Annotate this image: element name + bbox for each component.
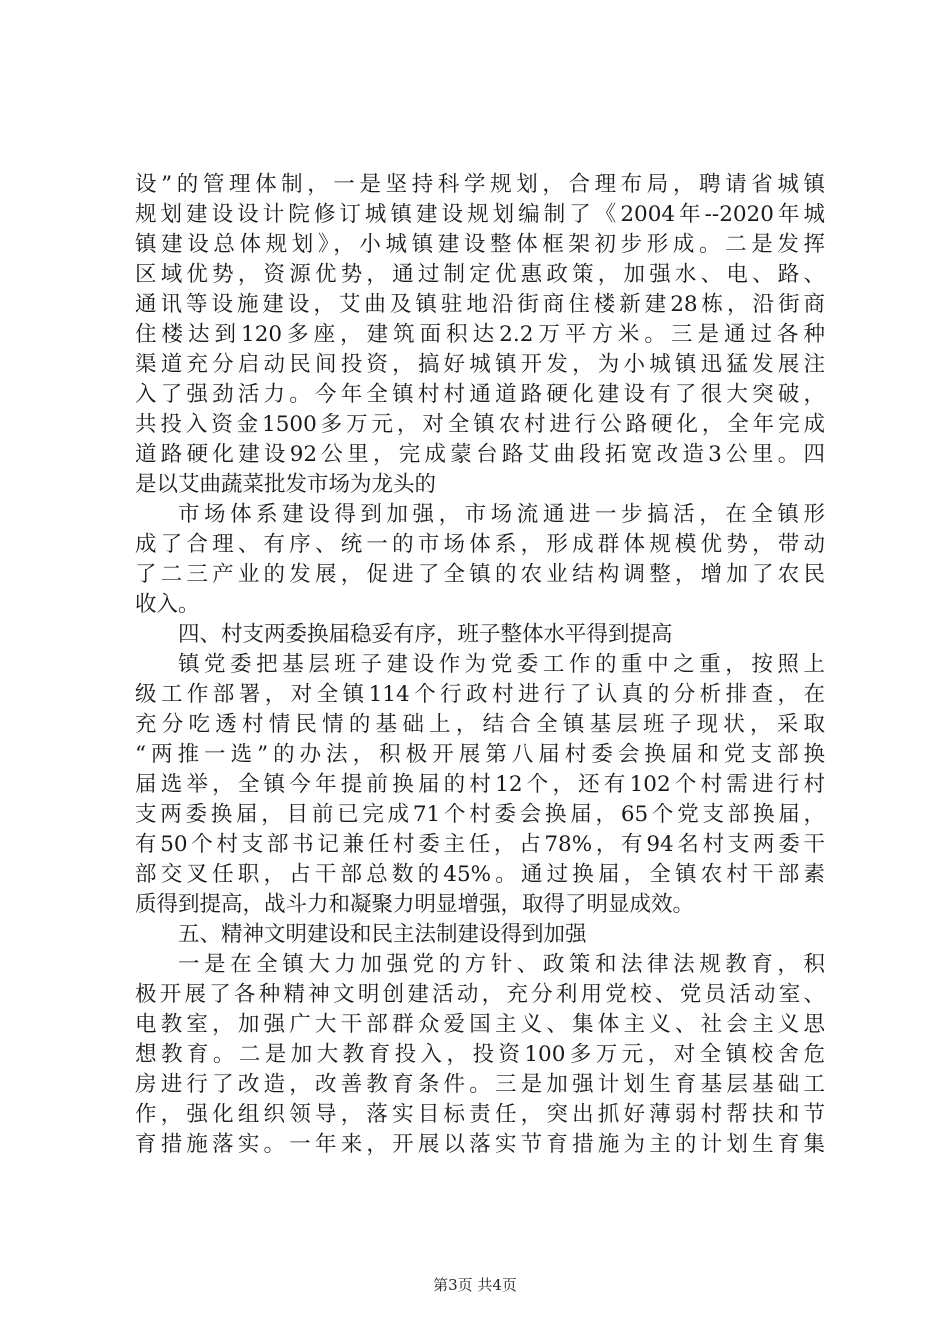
text-line: 作，强化组织领导，落实目标责任，突出抓好薄弱村帮扶和节 <box>135 1102 825 1127</box>
text-line: 级工作部署，对全镇114个行政村进行了认真的分析排查，在 <box>135 682 825 707</box>
text-line: 了二三产业的发展，促进了全镇的农业结构调整，增加了农民 <box>135 562 825 587</box>
text-line: 道路硬化建设92公里，完成蒙台路艾曲段拓宽改造3公里。四 <box>135 442 825 467</box>
text-line: 是以艾曲蔬菜批发市场为龙头的 <box>135 472 437 497</box>
text-line: 镇建设总体规划》，小城镇建设整体框架初步形成。二是发挥 <box>135 232 825 257</box>
text-line: 房进行了改造，改善教育条件。三是加强计划生育基层基础工 <box>135 1072 825 1097</box>
text-line: 收入。 <box>135 592 200 617</box>
text-line: 部交叉任职，占干部总数的45%。通过换届，全镇农村干部素 <box>135 862 825 887</box>
text-line: 一是在全镇大力加强党的方针、政策和法律法规教育，积 <box>178 952 825 977</box>
text-line: 区域优势，资源优势，通过制定优惠政策，加强水、电、路、 <box>135 262 825 287</box>
text-line: 极开展了各种精神文明创建活动，充分利用党校、党员活动室、 <box>135 982 825 1007</box>
text-line: 通讯等设施建设，艾曲及镇驻地沿街商住楼新建28栋，沿街商 <box>135 292 825 317</box>
text-line: 渠道充分启动民间投资，搞好城镇开发，为小城镇迅猛发展注 <box>135 352 825 377</box>
text-line: 市场体系建设得到加强，市场流通进一步搞活，在全镇形 <box>178 502 825 527</box>
text-line: 入了强劲活力。今年全镇村村通道路硬化建设有了很大突破， <box>135 382 825 407</box>
text-line: 想教育。二是加大教育投入，投资100多万元，对全镇校舍危 <box>135 1042 825 1067</box>
text-line: 电教室，加强广大干部群众爱国主义、集体主义、社会主义思 <box>135 1012 825 1037</box>
body-text <box>135 170 825 1160</box>
text-line: 住楼达到120多座，建筑面积达2.2万平方米。三是通过各种 <box>135 322 825 347</box>
text-line: 设”的管理体制，一是坚持科学规划，合理布局，聘请省城镇 <box>135 172 825 197</box>
text-line: 四、村支两委换届稳妥有序，班子整体水平得到提高 <box>178 622 673 647</box>
text-line: 届选举，全镇今年提前换届的村12个，还有102个村需进行村 <box>135 772 825 797</box>
text-line: 共投入资金1500多万元，对全镇农村进行公路硬化，全年完成 <box>135 412 825 437</box>
text-line: 五、精神文明建设和民主法制建设得到加强 <box>178 922 587 947</box>
text-line: 质得到提高，战斗力和凝聚力明显增强，取得了明显成效。 <box>135 892 695 917</box>
text-line: 规划建设设计院修订城镇建设规划编制了《2004年--2020年城 <box>135 202 825 227</box>
text-line: 有50个村支部书记兼任村委主任，占78%，有94名村支两委干 <box>135 832 825 857</box>
text-line: “两推一选”的办法，积极开展第八届村委会换届和党支部换 <box>135 742 825 767</box>
page-footer: 第3页 共4页 <box>433 1276 517 1294</box>
text-line: 育措施落实。一年来，开展以落实节育措施为主的计划生育集 <box>135 1132 825 1157</box>
text-line: 充分吃透村情民情的基础上，结合全镇基层班子现状，采取 <box>135 712 825 737</box>
text-line: 支两委换届，目前已完成71个村委会换届，65个党支部换届， <box>135 802 825 827</box>
text-line: 镇党委把基层班子建设作为党委工作的重中之重，按照上 <box>178 652 825 677</box>
text-line: 成了合理、有序、统一的市场体系，形成群体规模优势，带动 <box>135 532 825 557</box>
